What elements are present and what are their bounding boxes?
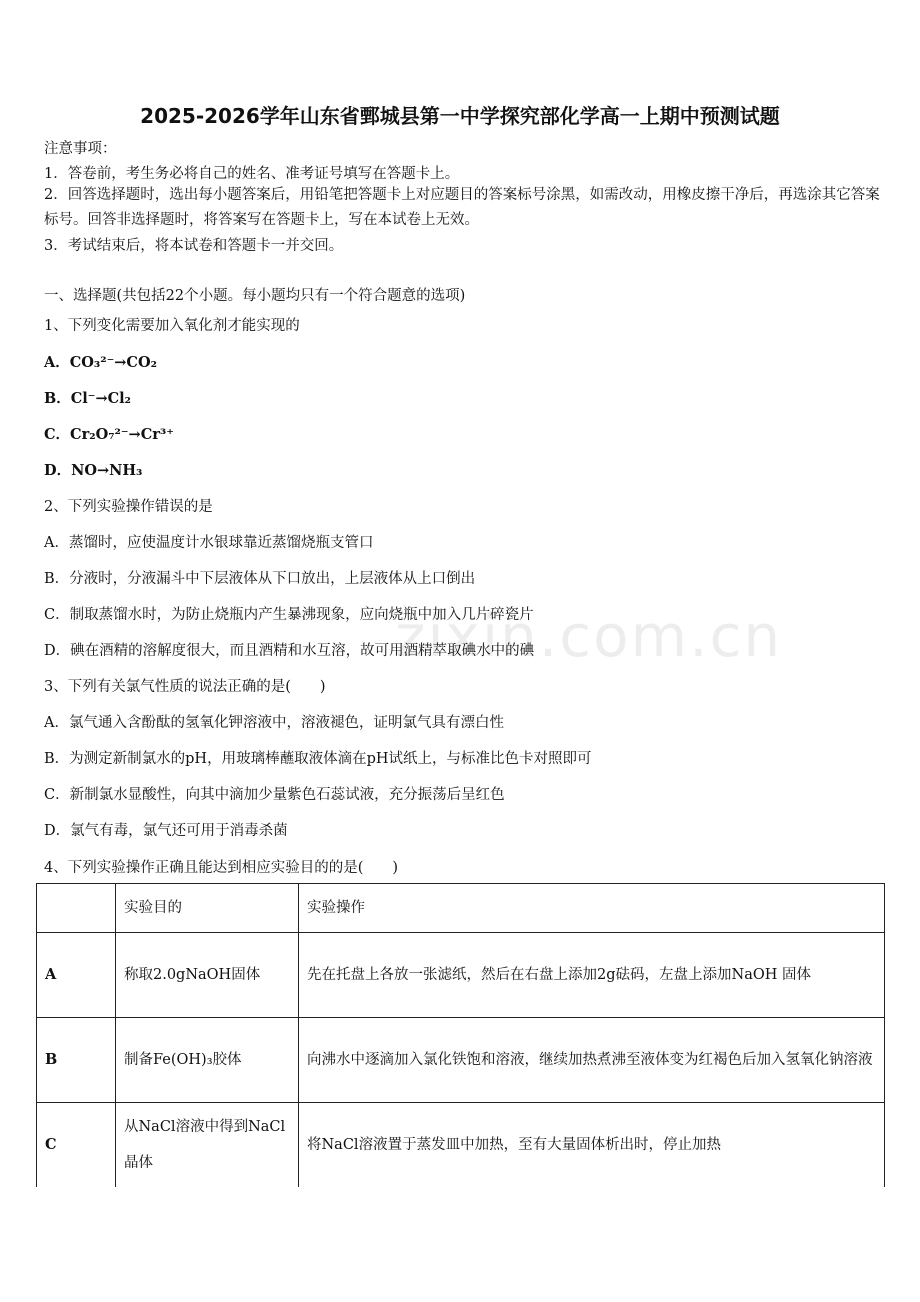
notice-item-3: 3．考试结束后，将本试卷和答题卡一并交回。 (44, 238, 344, 254)
row-label: C (37, 1103, 116, 1188)
table-header-cell (37, 884, 116, 933)
q3-stem: 3、下列有关氯气性质的说法正确的是( ) (44, 679, 326, 695)
row-purpose: 称取2.0gNaOH固体 (116, 933, 299, 1018)
q3-option-b: B．为测定新制氯水的pH，用玻璃棒蘸取液体滴在pH试纸上，与标准比色卡对照即可 (44, 751, 592, 767)
table-header-cell: 实验目的 (116, 884, 299, 933)
row-label: B (37, 1018, 116, 1103)
table-row (37, 933, 885, 1018)
row-purpose: 从NaCl溶液中得到NaCl晶体 (116, 1103, 299, 1188)
notice-item-1: 1．答卷前，考生务必将自己的姓名、准考证号填写在答题卡上。 (44, 166, 460, 182)
row-operation: 先在托盘上各放一张滤纸，然后在右盘上添加2g砝码，左盘上添加NaOH 固体 (299, 933, 885, 1018)
table-row (37, 1018, 885, 1103)
watermark: zixin.com.cn (395, 602, 783, 670)
q1-stem: 1、下列变化需要加入氧化剂才能实现的 (44, 318, 300, 334)
section-heading: 一、选择题(共包括22个小题。每小题均只有一个符合题意的选项) (44, 288, 466, 304)
page-title: 2025-2026学年山东省鄄城县第一中学探究部化学高一上期中预测试题 (140, 104, 780, 128)
q3-option-c: C．新制氯水显酸性，向其中滴加少量紫色石蕊试液，充分振荡后呈红色 (44, 787, 505, 803)
notice-item-2: 2．回答选择题时，选出每小题答案后，用铅笔把答题卡上对应题目的答案标号涂黑，如需改动，用橡皮擦干净后，再选涂其它答案标号。回答非选择题时，将答案写在答题卡上，写在本试卷上无效。 (44, 187, 880, 228)
q2-option-a: A．蒸馏时，应使温度计水银球靠近蒸馏烧瓶支管口 (44, 535, 374, 551)
q1-option-b: B．Cl⁻→Cl₂ (44, 390, 132, 407)
notice-heading: 注意事项： (44, 141, 117, 157)
q2-stem: 2、下列实验操作错误的是 (44, 499, 213, 515)
row-purpose: 制备Fe(OH)₃胶体 (116, 1018, 299, 1103)
q1-option-c: C．Cr₂O₇²⁻→Cr³⁺ (44, 426, 174, 443)
q2-option-b: B．分液时，分液漏斗中下层液体从下口放出，上层液体从上口倒出 (44, 571, 476, 587)
row-operation: 向沸水中逐滴加入氯化铁饱和溶液，继续加热煮沸至液体变为红褐色后加入氢氧化钠溶液 (299, 1018, 885, 1103)
q1-option-d: D．NO→NH₃ (44, 462, 143, 479)
row-label: A (37, 933, 116, 1018)
q2-option-c: C．制取蒸馏水时，为防止烧瓶内产生暴沸现象，应向烧瓶中加入几片碎瓷片 (44, 607, 534, 623)
table-header-row (37, 884, 885, 933)
q2-option-d: D．碘在酒精的溶解度很大，而且酒精和水互溶，故可用酒精萃取碘水中的碘 (44, 643, 535, 659)
q4-stem: 4、下列实验操作正确且能达到相应实验目的的是( ) (44, 860, 399, 876)
table-header-cell: 实验操作 (299, 884, 885, 933)
q1-option-a: A．CO₃²⁻→CO₂ (44, 354, 157, 371)
table-row (37, 1103, 885, 1188)
q4-table (36, 883, 885, 1187)
q3-option-d: D．氯气有毒，氯气还可用于消毒杀菌 (44, 823, 288, 839)
row-operation: 将NaCl溶液置于蒸发皿中加热，至有大量固体析出时，停止加热 (299, 1103, 885, 1188)
q3-option-a: A．氯气通入含酚酞的氢氧化钾溶液中，溶液褪色，证明氯气具有漂白性 (44, 715, 504, 731)
